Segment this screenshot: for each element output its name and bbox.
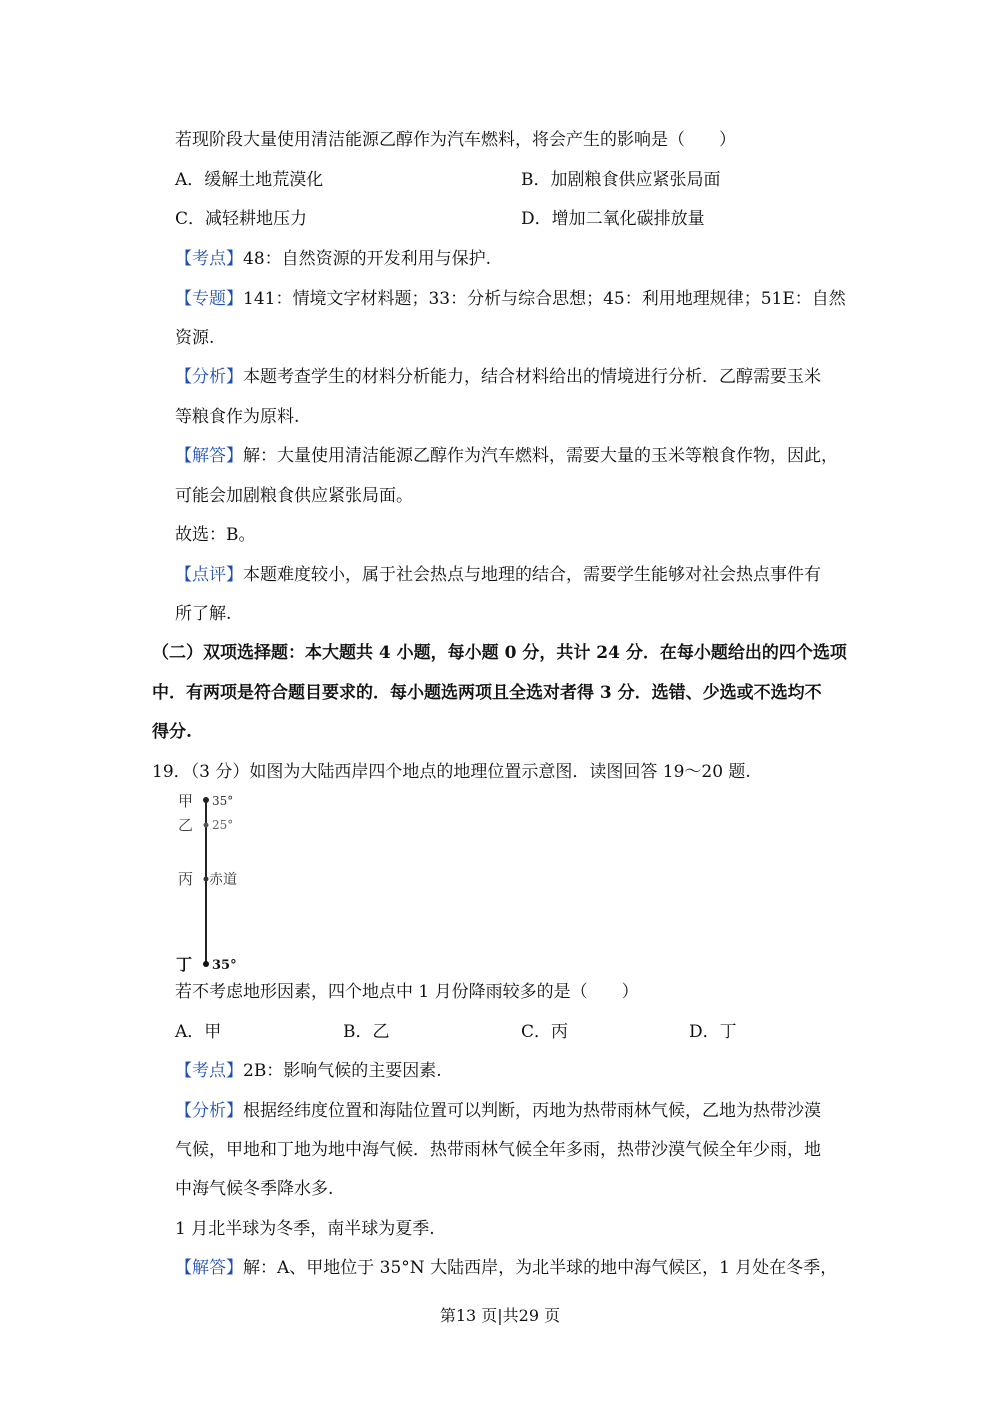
q19-fenxi-text-1: 根据经纬度位置和海陆位置可以判断，丙地为热带雨林气候，乙地为热带沙漠 [243,1101,821,1121]
q18-kaodian [175,247,491,271]
point-ding-label: 35° [212,958,237,973]
q19-fenxi [175,1099,821,1123]
q18-fenxi [175,365,821,389]
section2-line-2: 中．有两项是符合题目要求的．每小题选两项且全选对者得 3 分．选错、少选或不选均不 [152,683,822,703]
point-ding-dot [203,961,209,967]
q18-zhuanti [175,287,846,311]
dianping-tag: 【点评】 [175,565,243,585]
q19-option-c: C．丙 [521,1022,569,1042]
zhuanti-tag: 【专题】 [175,289,243,309]
point-bing [178,870,237,888]
zhuanti-text-2: 资源. [175,328,215,348]
jieda-text-2: 可能会加剧粮食供应紧张局面。 [175,486,413,506]
point-jia-name: 甲 [178,792,194,810]
fenxi-tag: 【分析】 [175,367,243,387]
q18-option-c: C．减轻耕地压力 [175,209,308,229]
q19-question: 若不考虑地形因素，四个地点中 1 月份降雨较多的是（ ） [175,982,639,1002]
q19-fenxi-text-2: 气候，甲地和丁地为地中海气候．热带雨林气候全年多雨，热带沙漠气候全年少雨，地 [175,1140,821,1160]
q19-option-b: B．乙 [343,1022,390,1042]
q19-kaodian-text: 2B：影响气候的主要因素. [243,1061,442,1081]
q18-option-d: D．增加二氧化碳排放量 [521,209,705,229]
kaodian-text: 48：自然资源的开发利用与保护. [243,249,492,269]
point-yi-name: 乙 [178,816,194,834]
zhuanti-text-1: 141：情境文字材料题；33：分析与综合思想；45：利用地理规律；51E：自然 [243,289,846,309]
dianping-text-1: 本题难度较小，属于社会热点与地理的结合，需要学生能够对社会热点事件有 [243,565,821,585]
point-jia-label: 35° [212,794,234,808]
dianping-text-2: 所了解. [175,604,232,624]
q19-kaodian-tag: 【考点】 [175,1061,243,1081]
jieda-tag: 【解答】 [175,446,243,466]
q19-jieda-tag: 【解答】 [175,1258,243,1278]
q19-kaodian [175,1059,442,1083]
q18-dianping [175,563,821,587]
q18-option-b: B．加剧粮食供应紧张局面 [521,170,721,190]
section2-line-3: 得分. [152,722,192,742]
point-bing-dot [204,877,209,882]
q19-fenxi-text-4: 1 月北半球为冬季，南半球为夏季. [175,1219,435,1239]
point-jia-dot [203,797,209,803]
latitude-diagram [172,788,262,978]
q18-answer: 故选：B。 [175,525,256,545]
point-ding-name: 丁 [176,955,193,974]
q18-option-a: A．缓解土地荒漠化 [175,170,324,190]
fenxi-text-1: 本题考查学生的材料分析能力，结合材料给出的情境进行分析．乙醇需要玉米 [243,367,821,387]
point-yi-dot [204,823,209,828]
q19-jieda [175,1256,837,1280]
point-yi-label: 25° [212,818,234,832]
q19-jieda-text-1: 解：A、甲地位于 35°N 大陆西岸，为北半球的地中海气候区，1 月处在冬季， [243,1258,838,1278]
q19-fenxi-text-3: 中海气候冬季降水多. [175,1179,334,1199]
q19-fenxi-tag: 【分析】 [175,1101,243,1121]
fenxi-text-2: 等粮食作为原料. [175,407,300,427]
page-footer: 第13 页|共29 页 [439,1306,561,1325]
q19-option-d: D．丁 [689,1022,737,1042]
q18-stem: 若现阶段大量使用清洁能源乙醇作为汽车燃料，将会产生的影响是（ ） [175,130,736,150]
point-bing-name: 丙 [178,870,194,888]
jieda-text-1: 解：大量使用清洁能源乙醇作为汽车燃料，需要大量的玉米等粮食作物，因此， [243,446,838,466]
q19-stem: 19．（3 分）如图为大陆西岸四个地点的地理位置示意图．读图回答 19～20 题. [152,762,751,782]
section2-line-1: （二）双项选择题：本大题共 4 小题，每小题 0 分，共计 24 分．在每小题给出的四个选项 [152,643,847,663]
kaodian-tag: 【考点】 [175,249,243,269]
q18-jieda [175,444,838,468]
q19-option-a: A．甲 [175,1022,222,1042]
point-bing-label: 赤道 [209,872,237,888]
